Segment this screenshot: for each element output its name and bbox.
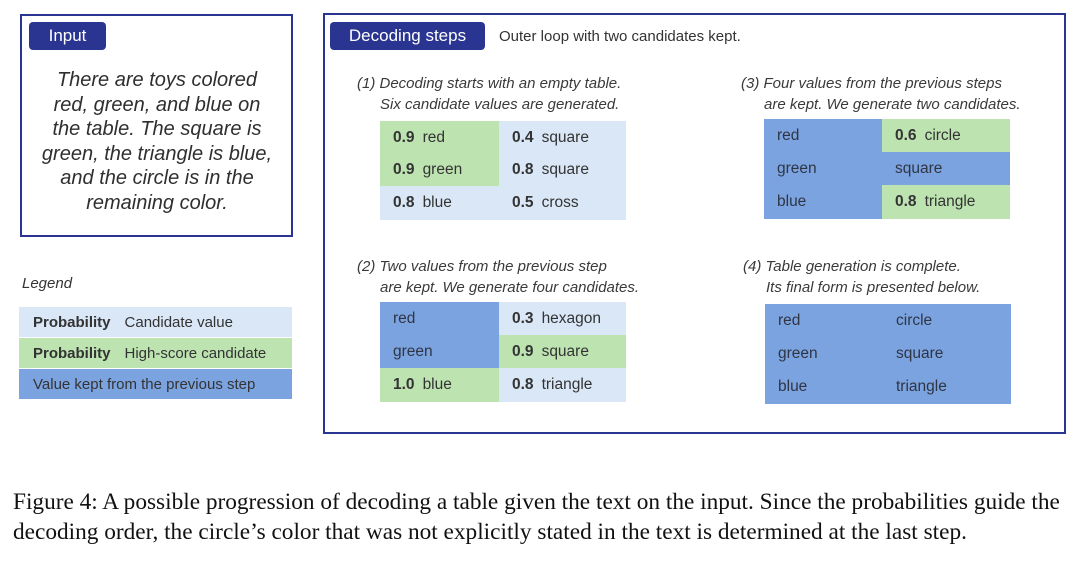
table-cell-kept bbox=[764, 152, 882, 186]
cell-value: cross bbox=[541, 193, 579, 211]
legend-prob-label: Probability bbox=[33, 344, 111, 362]
cell-value: red bbox=[393, 309, 416, 327]
caption-line: Six candidate values are generated. bbox=[380, 95, 620, 113]
cell-value: blue bbox=[778, 377, 808, 395]
step-4-table bbox=[765, 304, 1011, 403]
input-text-line: green, the triangle is blue, bbox=[41, 142, 273, 165]
table-cell-high bbox=[882, 119, 1010, 153]
legend-title: Legend bbox=[22, 275, 73, 292]
cell-value: square bbox=[541, 161, 589, 179]
table-cell-kept bbox=[765, 370, 883, 404]
cell-probability: 0.8 bbox=[895, 192, 917, 210]
table-cell-kept bbox=[883, 370, 1011, 404]
cell-value: red bbox=[778, 311, 801, 329]
cell-value: circle bbox=[924, 126, 961, 144]
table-cell-high bbox=[882, 185, 1010, 219]
cell-probability: 0.5 bbox=[512, 193, 534, 211]
decoding-tag: Decoding steps bbox=[330, 22, 485, 50]
table-cell-high bbox=[380, 121, 499, 154]
step-1-table bbox=[380, 121, 626, 219]
caption-line: (4) Table generation is complete. bbox=[743, 258, 961, 275]
cell-value: blue bbox=[777, 192, 807, 210]
input-text-line: and the circle is in the bbox=[60, 167, 254, 190]
legend-label: High-score candidate bbox=[124, 344, 267, 362]
cell-value: red bbox=[777, 126, 800, 144]
cell-value: square bbox=[541, 128, 589, 146]
cell-value: green bbox=[777, 159, 817, 177]
cell-probability: 0.9 bbox=[393, 128, 415, 146]
table-cell-kept bbox=[764, 119, 882, 153]
cell-value: triangle bbox=[896, 377, 947, 395]
table-cell-candidate bbox=[380, 186, 499, 219]
table-cell-kept bbox=[883, 337, 1011, 371]
step-2-table bbox=[380, 302, 626, 401]
legend-row-candidate bbox=[19, 307, 292, 337]
figure-caption: Figure 4: A possible progression of decoding a table given the text on the input. Since the probabilities guide the decoding order, the circle’s color that was not explicitly stated in the text is determined at the last step. bbox=[13, 489, 1060, 545]
table-cell-high bbox=[380, 154, 499, 187]
cell-value: square bbox=[896, 344, 944, 362]
cell-value: green bbox=[393, 342, 433, 360]
table-cell-kept bbox=[883, 304, 1011, 338]
input-text bbox=[24, 68, 290, 216]
cell-probability: 0.9 bbox=[393, 161, 415, 179]
table-cell-kept bbox=[380, 302, 499, 336]
input-text-line: remaining color. bbox=[86, 191, 228, 214]
cell-value: green bbox=[778, 344, 818, 362]
cell-value: hexagon bbox=[541, 309, 602, 327]
input-text-line: There are toys colored bbox=[56, 69, 258, 91]
legend-prob-label: Probability bbox=[33, 313, 111, 331]
caption-line: (3) Four values from the previous steps bbox=[741, 75, 1002, 92]
table-cell-kept bbox=[765, 304, 883, 338]
table-cell-kept bbox=[882, 152, 1010, 186]
table-cell-candidate bbox=[499, 186, 626, 219]
caption-line: (2) Two values from the previous step bbox=[357, 258, 607, 275]
step-4-caption bbox=[743, 257, 980, 298]
cell-probability: 0.8 bbox=[512, 375, 534, 393]
input-tag: Input bbox=[29, 22, 106, 50]
caption-line: are kept. We generate four candidates. bbox=[380, 278, 640, 296]
cell-probability: 0.6 bbox=[895, 126, 917, 144]
decoding-subtitle: Outer loop with two candidates kept. bbox=[499, 28, 741, 45]
cell-probability: 0.8 bbox=[393, 193, 415, 211]
legend-row-high bbox=[19, 338, 292, 368]
cell-probability: 0.8 bbox=[512, 161, 534, 179]
table-cell-candidate bbox=[499, 121, 626, 154]
step-3-table bbox=[764, 119, 1010, 218]
cell-value: square bbox=[541, 342, 589, 360]
table-cell-kept bbox=[764, 185, 882, 219]
caption-line: are kept. We generate two candidates. bbox=[764, 95, 1021, 113]
legend-row-kept bbox=[19, 369, 292, 399]
cell-value: red bbox=[422, 128, 445, 146]
cell-value: square bbox=[895, 159, 943, 177]
cell-value: green bbox=[422, 161, 463, 179]
cell-value: triangle bbox=[924, 192, 976, 210]
cell-probability: 0.4 bbox=[512, 128, 534, 146]
table-cell-candidate bbox=[499, 154, 626, 187]
cell-value: circle bbox=[896, 311, 933, 329]
legend-label: Candidate value bbox=[124, 313, 233, 331]
step-1-caption bbox=[357, 74, 621, 115]
table-cell-high bbox=[499, 335, 626, 369]
cell-value: blue bbox=[422, 375, 452, 393]
table-cell-kept bbox=[380, 335, 499, 369]
caption-line: (1) Decoding starts with an empty table. bbox=[357, 75, 622, 92]
cell-value: triangle bbox=[541, 375, 593, 393]
table-cell-candidate bbox=[499, 302, 626, 336]
input-text-line: red, green, and blue on bbox=[53, 93, 261, 116]
input-text-line: the table. The square is bbox=[52, 118, 262, 141]
cell-probability: 0.9 bbox=[512, 342, 534, 360]
caption-line: Its final form is presented below. bbox=[766, 278, 981, 296]
table-cell-candidate bbox=[499, 368, 626, 402]
legend-label: Value kept from the previous step bbox=[33, 375, 256, 393]
cell-value: blue bbox=[422, 193, 452, 211]
table-cell-high bbox=[380, 368, 499, 402]
step-2-caption bbox=[357, 257, 639, 298]
cell-probability: 0.3 bbox=[512, 309, 534, 327]
step-3-caption bbox=[741, 74, 1021, 115]
table-cell-kept bbox=[765, 337, 883, 371]
cell-probability: 1.0 bbox=[393, 375, 415, 393]
